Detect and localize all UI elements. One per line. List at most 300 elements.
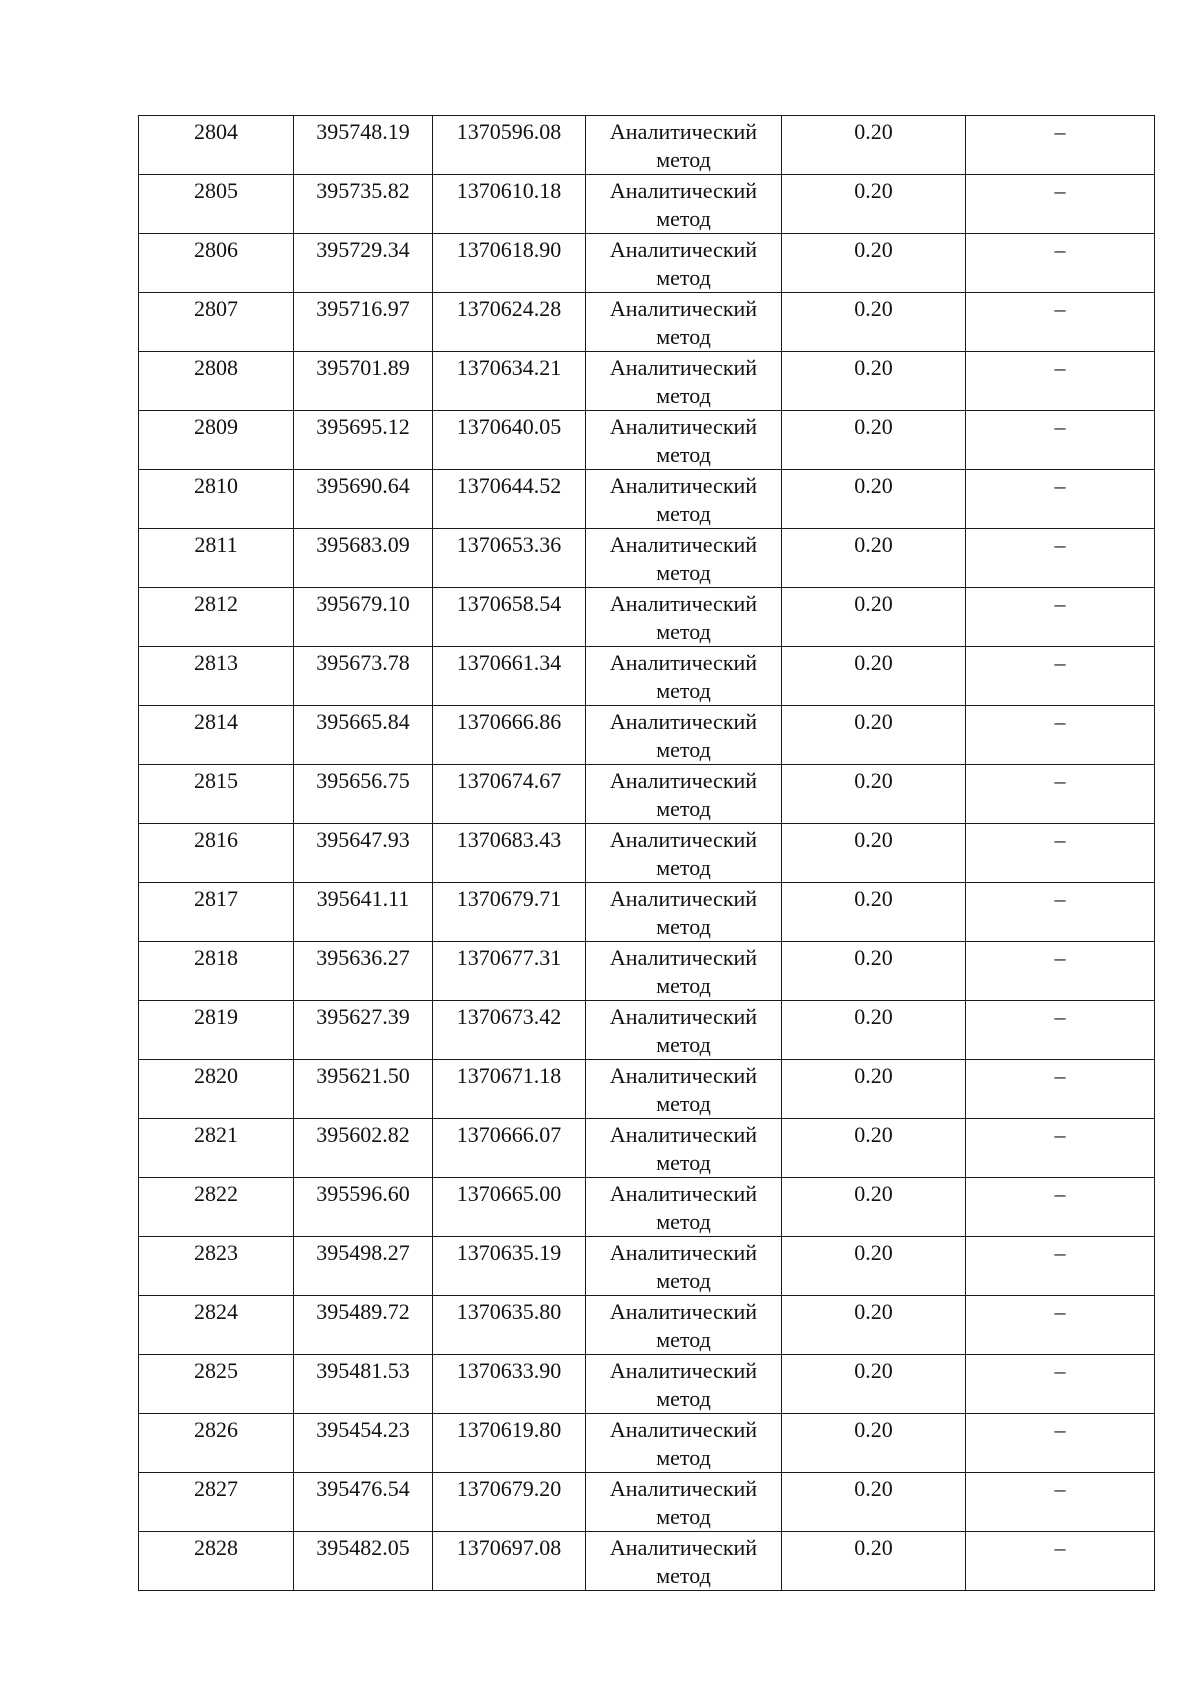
note-cell [966,588,1155,647]
note-cell-text: – [1054,296,1066,321]
accuracy-cell-text: 0.20 [854,1181,893,1206]
accuracy-cell [782,588,966,647]
x-coordinate-cell [294,1532,433,1591]
point-number-cell [139,1178,294,1237]
x-coordinate-cell-text: 395596.60 [316,1181,410,1206]
accuracy-cell [782,1060,966,1119]
accuracy-cell-text: 0.20 [854,414,893,439]
y-coordinate-cell [433,1178,586,1237]
note-cell [966,1237,1155,1296]
accuracy-cell-text: 0.20 [854,1535,893,1560]
x-coordinate-cell-text: 395690.64 [316,473,410,498]
point-number-cell-text: 2805 [194,178,238,203]
note-cell [966,1414,1155,1473]
accuracy-cell [782,824,966,883]
method-cell [586,647,782,706]
y-coordinate-cell-text: 1370683.43 [456,827,562,852]
note-cell-text: – [1054,945,1066,970]
y-coordinate-cell-text: 1370671.18 [456,1063,562,1088]
note-cell-text: – [1054,532,1066,557]
point-number-cell-text: 2823 [194,1240,238,1265]
y-coordinate-cell [433,116,586,175]
method-cell [586,175,782,234]
table-row [139,706,1155,765]
accuracy-cell-text: 0.20 [854,1417,893,1442]
note-cell-text: – [1054,591,1066,616]
y-coordinate-cell-text: 1370634.21 [456,355,562,380]
x-coordinate-cell-text: 395621.50 [316,1063,410,1088]
y-coordinate-cell-text: 1370596.08 [456,119,562,144]
point-number-cell [139,470,294,529]
y-coordinate-cell-text: 1370697.08 [456,1535,562,1560]
point-number-cell [139,1060,294,1119]
y-coordinate-cell-text: 1370679.20 [456,1476,562,1501]
note-cell-text: – [1054,119,1066,144]
accuracy-cell-text: 0.20 [854,1476,893,1501]
x-coordinate-cell-text: 395489.72 [316,1299,410,1324]
accuracy-cell [782,1473,966,1532]
accuracy-cell-text: 0.20 [854,945,893,970]
method-cell [586,1532,782,1591]
note-cell [966,1119,1155,1178]
x-coordinate-cell [294,765,433,824]
y-coordinate-cell-text: 1370674.67 [456,768,562,793]
method-cell-text: Аналитический метод [609,237,758,290]
method-cell-text: Аналитический метод [609,827,758,880]
x-coordinate-cell-text: 395735.82 [316,178,410,203]
note-cell [966,1060,1155,1119]
point-number-cell-text: 2813 [194,650,238,675]
note-cell-text: – [1054,355,1066,380]
note-cell [966,765,1155,824]
method-cell-text: Аналитический метод [609,1122,758,1175]
point-number-cell-text: 2807 [194,296,238,321]
x-coordinate-cell-text: 395627.39 [316,1004,410,1029]
y-coordinate-cell-text: 1370624.28 [456,296,562,321]
accuracy-cell [782,647,966,706]
note-cell-text: – [1054,886,1066,911]
method-cell-text: Аналитический метод [609,1004,758,1057]
method-cell-text: Аналитический метод [609,355,758,408]
table-row [139,1296,1155,1355]
table-row [139,942,1155,1001]
accuracy-cell-text: 0.20 [854,827,893,852]
x-coordinate-cell [294,883,433,942]
method-cell [586,1001,782,1060]
method-cell [586,824,782,883]
x-coordinate-cell-text: 395701.89 [316,355,410,380]
method-cell [586,588,782,647]
accuracy-cell [782,352,966,411]
note-cell [966,175,1155,234]
point-number-cell [139,116,294,175]
x-coordinate-cell [294,411,433,470]
y-coordinate-cell-text: 1370665.00 [456,1181,562,1206]
x-coordinate-cell-text: 395673.78 [316,650,410,675]
y-coordinate-cell-text: 1370610.18 [456,178,562,203]
accuracy-cell [782,470,966,529]
note-cell [966,1532,1155,1591]
accuracy-cell [782,765,966,824]
y-coordinate-cell [433,234,586,293]
point-number-cell-text: 2824 [194,1299,238,1324]
x-coordinate-cell-text: 395729.34 [316,237,410,262]
y-coordinate-cell [433,647,586,706]
method-cell-text: Аналитический метод [609,532,758,585]
method-cell-text: Аналитический метод [609,1240,758,1293]
note-cell-text: – [1054,650,1066,675]
method-cell-text: Аналитический метод [609,1535,758,1588]
method-cell [586,116,782,175]
x-coordinate-cell [294,1060,433,1119]
method-cell [586,1355,782,1414]
method-cell-text: Аналитический метод [609,1358,758,1411]
method-cell-text: Аналитический метод [609,473,758,526]
y-coordinate-cell [433,470,586,529]
point-number-cell-text: 2825 [194,1358,238,1383]
accuracy-cell-text: 0.20 [854,1004,893,1029]
method-cell-text: Аналитический метод [609,1181,758,1234]
table-row [139,1001,1155,1060]
point-number-cell-text: 2812 [194,591,238,616]
accuracy-cell-text: 0.20 [854,1122,893,1147]
method-cell [586,1296,782,1355]
y-coordinate-cell-text: 1370618.90 [456,237,562,262]
method-cell [586,1473,782,1532]
point-number-cell [139,1532,294,1591]
x-coordinate-cell-text: 395716.97 [316,296,410,321]
x-coordinate-cell [294,1178,433,1237]
accuracy-cell-text: 0.20 [854,178,893,203]
accuracy-cell-text: 0.20 [854,1240,893,1265]
point-number-cell [139,588,294,647]
table-row [139,293,1155,352]
point-number-cell-text: 2820 [194,1063,238,1088]
method-cell-text: Аналитический метод [609,296,758,349]
method-cell-text: Аналитический метод [609,886,758,939]
table-row [139,1473,1155,1532]
accuracy-cell-text: 0.20 [854,886,893,911]
table-row [139,1532,1155,1591]
y-coordinate-cell-text: 1370653.36 [456,532,562,557]
point-number-cell [139,175,294,234]
note-cell-text: – [1054,178,1066,203]
y-coordinate-cell-text: 1370673.42 [456,1004,562,1029]
x-coordinate-cell-text: 395476.54 [316,1476,410,1501]
note-cell-text: – [1054,709,1066,734]
point-number-cell-text: 2827 [194,1476,238,1501]
point-number-cell-text: 2821 [194,1122,238,1147]
y-coordinate-cell [433,411,586,470]
x-coordinate-cell-text: 395602.82 [316,1122,410,1147]
accuracy-cell-text: 0.20 [854,709,893,734]
method-cell [586,1178,782,1237]
note-cell [966,647,1155,706]
y-coordinate-cell-text: 1370666.07 [456,1122,562,1147]
method-cell-text: Аналитический метод [609,178,758,231]
point-number-cell [139,1237,294,1296]
point-number-cell-text: 2817 [194,886,238,911]
note-cell [966,352,1155,411]
y-coordinate-cell-text: 1370644.52 [456,473,562,498]
method-cell [586,706,782,765]
x-coordinate-cell [294,116,433,175]
table-row [139,1060,1155,1119]
x-coordinate-cell [294,470,433,529]
point-number-cell [139,1355,294,1414]
point-number-cell [139,765,294,824]
x-coordinate-cell-text: 395695.12 [316,414,410,439]
y-coordinate-cell [433,1414,586,1473]
point-number-cell [139,352,294,411]
point-number-cell-text: 2815 [194,768,238,793]
accuracy-cell [782,1178,966,1237]
y-coordinate-cell [433,824,586,883]
accuracy-cell-text: 0.20 [854,650,893,675]
point-number-cell [139,1473,294,1532]
y-coordinate-cell [433,706,586,765]
method-cell [586,293,782,352]
y-coordinate-cell-text: 1370619.80 [456,1417,562,1442]
point-number-cell-text: 2816 [194,827,238,852]
accuracy-cell [782,1296,966,1355]
point-number-cell-text: 2809 [194,414,238,439]
y-coordinate-cell-text: 1370666.86 [456,709,562,734]
note-cell [966,1473,1155,1532]
accuracy-cell [782,411,966,470]
y-coordinate-cell-text: 1370633.90 [456,1358,562,1383]
note-cell [966,234,1155,293]
method-cell [586,883,782,942]
point-number-cell-text: 2819 [194,1004,238,1029]
table-row [139,175,1155,234]
note-cell [966,293,1155,352]
accuracy-cell [782,706,966,765]
x-coordinate-cell-text: 395482.05 [316,1535,410,1560]
x-coordinate-cell [294,588,433,647]
x-coordinate-cell [294,1296,433,1355]
note-cell [966,411,1155,470]
method-cell-text: Аналитический метод [609,414,758,467]
x-coordinate-cell [294,1414,433,1473]
y-coordinate-cell-text: 1370640.05 [456,414,562,439]
point-number-cell [139,1119,294,1178]
y-coordinate-cell [433,1296,586,1355]
x-coordinate-cell [294,352,433,411]
x-coordinate-cell [294,1237,433,1296]
point-number-cell-text: 2811 [194,532,238,557]
y-coordinate-cell [433,293,586,352]
point-number-cell-text: 2814 [194,709,238,734]
y-coordinate-cell-text: 1370677.31 [456,945,562,970]
note-cell-text: – [1054,1299,1066,1324]
x-coordinate-cell-text: 395683.09 [316,532,410,557]
note-cell-text: – [1054,1004,1066,1029]
x-coordinate-cell-text: 395481.53 [316,1358,410,1383]
y-coordinate-cell [433,1532,586,1591]
method-cell-text: Аналитический метод [609,1063,758,1116]
y-coordinate-cell-text: 1370635.19 [456,1240,562,1265]
note-cell-text: – [1054,1417,1066,1442]
accuracy-cell-text: 0.20 [854,473,893,498]
accuracy-cell-text: 0.20 [854,237,893,262]
method-cell-text: Аналитический метод [609,591,758,644]
note-cell [966,470,1155,529]
note-cell-text: – [1054,1535,1066,1560]
method-cell-text: Аналитический метод [609,768,758,821]
accuracy-cell-text: 0.20 [854,1299,893,1324]
point-number-cell [139,1001,294,1060]
x-coordinate-cell [294,293,433,352]
x-coordinate-cell [294,1473,433,1532]
point-number-cell [139,824,294,883]
point-number-cell [139,1414,294,1473]
x-coordinate-cell-text: 395679.10 [316,591,410,616]
accuracy-cell [782,293,966,352]
table-row [139,588,1155,647]
y-coordinate-cell [433,588,586,647]
table-row [139,1414,1155,1473]
table-body [139,116,1155,1591]
x-coordinate-cell-text: 395641.11 [316,886,410,911]
x-coordinate-cell-text: 395636.27 [316,945,410,970]
point-number-cell [139,293,294,352]
accuracy-cell-text: 0.20 [854,355,893,380]
accuracy-cell [782,942,966,1001]
accuracy-cell-text: 0.20 [854,591,893,616]
method-cell [586,1414,782,1473]
table-row [139,1237,1155,1296]
method-cell-text: Аналитический метод [609,709,758,762]
y-coordinate-cell [433,1473,586,1532]
x-coordinate-cell [294,1355,433,1414]
table-row [139,1119,1155,1178]
note-cell [966,1001,1155,1060]
method-cell [586,942,782,1001]
point-number-cell-text: 2822 [194,1181,238,1206]
accuracy-cell [782,883,966,942]
note-cell [966,1355,1155,1414]
method-cell [586,529,782,588]
method-cell [586,1237,782,1296]
x-coordinate-cell-text: 395647.93 [316,827,410,852]
accuracy-cell [782,1001,966,1060]
y-coordinate-cell [433,1001,586,1060]
point-number-cell [139,529,294,588]
x-coordinate-cell-text: 395656.75 [316,768,410,793]
table-row [139,234,1155,293]
note-cell [966,942,1155,1001]
table-row [139,883,1155,942]
note-cell-text: – [1054,1358,1066,1383]
point-number-cell [139,706,294,765]
point-number-cell-text: 2808 [194,355,238,380]
accuracy-cell [782,116,966,175]
method-cell-text: Аналитический метод [609,945,758,998]
method-cell-text: Аналитический метод [609,650,758,703]
point-number-cell [139,647,294,706]
table-row [139,765,1155,824]
method-cell [586,1119,782,1178]
note-cell-text: – [1054,1063,1066,1088]
accuracy-cell-text: 0.20 [854,1358,893,1383]
accuracy-cell [782,234,966,293]
note-cell-text: – [1054,827,1066,852]
x-coordinate-cell [294,942,433,1001]
x-coordinate-cell [294,647,433,706]
accuracy-cell [782,1532,966,1591]
y-coordinate-cell-text: 1370658.54 [456,591,562,616]
note-cell-text: – [1054,1122,1066,1147]
y-coordinate-cell-text: 1370661.34 [456,650,562,675]
note-cell [966,706,1155,765]
x-coordinate-cell-text: 395454.23 [316,1417,410,1442]
y-coordinate-cell [433,1119,586,1178]
x-coordinate-cell [294,824,433,883]
point-number-cell [139,883,294,942]
y-coordinate-cell [433,765,586,824]
point-number-cell-text: 2826 [194,1417,238,1442]
y-coordinate-cell [433,1060,586,1119]
note-cell [966,883,1155,942]
note-cell [966,824,1155,883]
table-row [139,352,1155,411]
point-number-cell-text: 2828 [194,1535,238,1560]
table-row [139,470,1155,529]
method-cell-text: Аналитический метод [609,1299,758,1352]
method-cell [586,470,782,529]
note-cell-text: – [1054,237,1066,262]
accuracy-cell-text: 0.20 [854,768,893,793]
table-row [139,529,1155,588]
method-cell [586,234,782,293]
note-cell-text: – [1054,1476,1066,1501]
x-coordinate-cell-text: 395665.84 [316,709,410,734]
point-number-cell [139,942,294,1001]
note-cell [966,116,1155,175]
note-cell-text: – [1054,473,1066,498]
x-coordinate-cell [294,1119,433,1178]
coordinates-table [138,115,1155,1591]
note-cell-text: – [1054,414,1066,439]
note-cell [966,1178,1155,1237]
note-cell [966,1296,1155,1355]
x-coordinate-cell-text: 395498.27 [316,1240,410,1265]
accuracy-cell [782,1355,966,1414]
method-cell [586,411,782,470]
note-cell-text: – [1054,1181,1066,1206]
x-coordinate-cell [294,706,433,765]
note-cell-text: – [1054,768,1066,793]
method-cell [586,352,782,411]
x-coordinate-cell-text: 395748.19 [316,119,410,144]
note-cell-text: – [1054,1240,1066,1265]
table-row [139,824,1155,883]
x-coordinate-cell [294,529,433,588]
table-row [139,647,1155,706]
accuracy-cell [782,1414,966,1473]
table-row [139,1355,1155,1414]
accuracy-cell [782,1237,966,1296]
y-coordinate-cell [433,1355,586,1414]
y-coordinate-cell [433,175,586,234]
point-number-cell-text: 2818 [194,945,238,970]
x-coordinate-cell [294,175,433,234]
accuracy-cell-text: 0.20 [854,1063,893,1088]
y-coordinate-cell [433,883,586,942]
table-row [139,411,1155,470]
point-number-cell [139,1296,294,1355]
